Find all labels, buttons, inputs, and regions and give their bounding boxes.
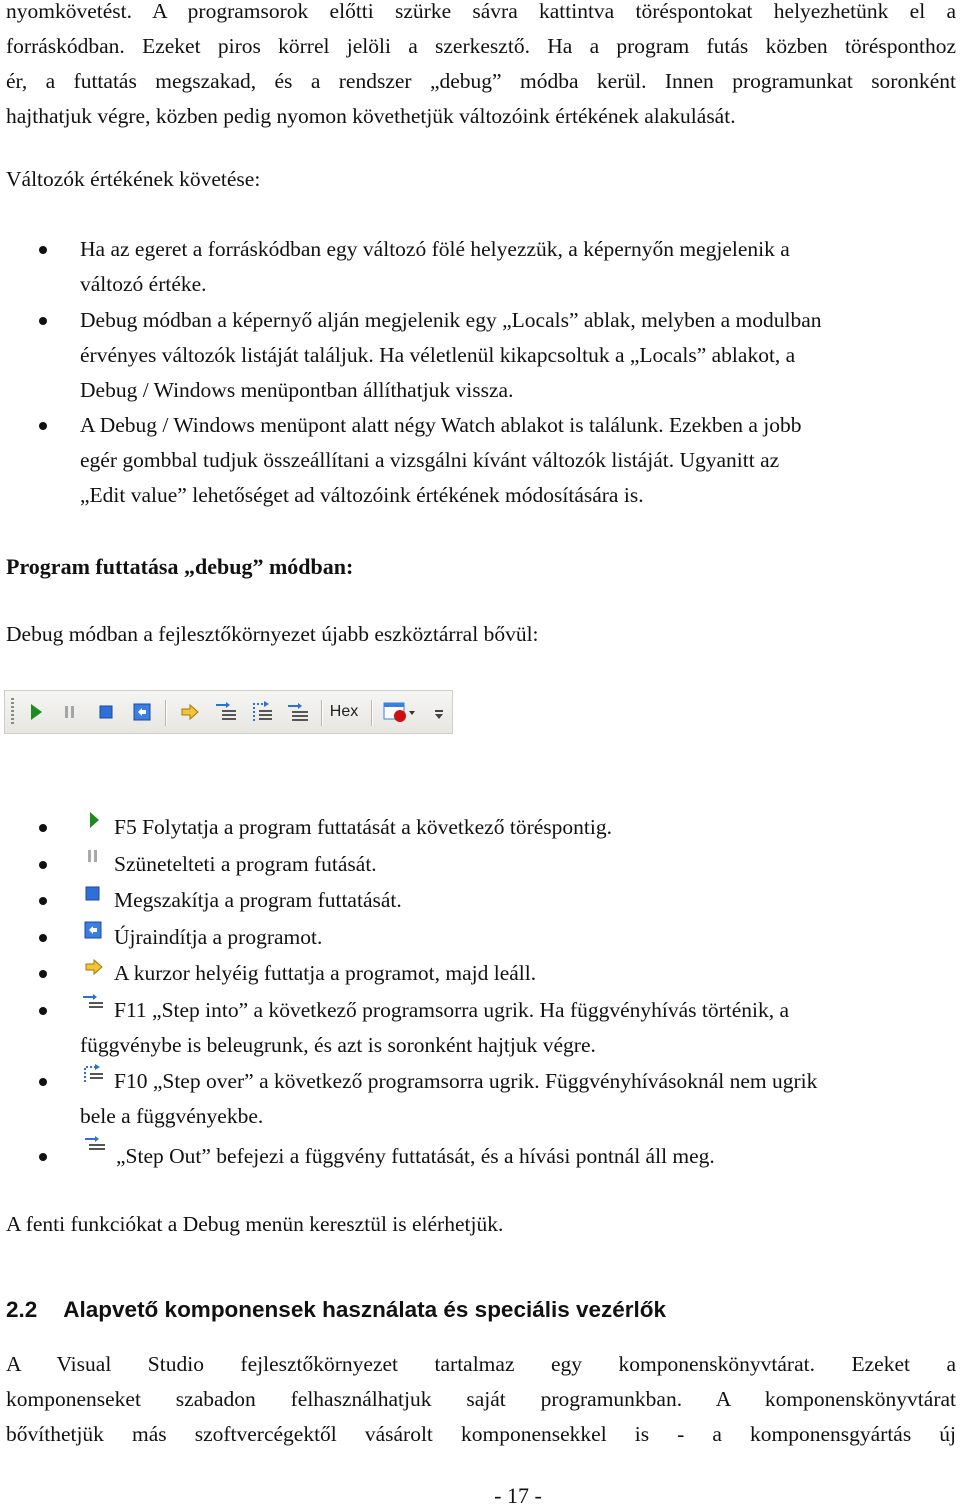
breakpoint-window-icon [382, 701, 416, 723]
bullet-dot [39, 422, 47, 430]
debug-heading: Program futtatása „debug” módban: [6, 554, 354, 579]
step-into-button[interactable] [213, 699, 239, 725]
restart-button[interactable] [129, 699, 155, 725]
debug-bullet [80, 993, 930, 1063]
section-line: A Visual Studio fejlesztőkörnyezet tartalmaz egy komponenskönyvtárat. Ezeket a [6, 1352, 956, 1376]
debug-bullet [114, 883, 402, 918]
stop-button[interactable] [93, 699, 119, 725]
section-paragraph [6, 1347, 956, 1452]
debug-toolbar [4, 690, 453, 734]
bullet-dot [39, 246, 47, 254]
bullet-line: változó értéke. [80, 272, 207, 296]
bullet-dot [39, 897, 47, 905]
bullet-line: egér gombbal tudjuk összeállítani a vizsgálni kívánt változók listáját. Ugyanitt az [80, 448, 780, 472]
restart-icon [84, 921, 104, 941]
step-over-icon [250, 701, 274, 723]
toolbar-grip[interactable] [11, 698, 14, 726]
run-to-cursor-icon [84, 957, 104, 977]
continue-button[interactable] [23, 699, 49, 725]
intro-line: hajthatjuk végre, közben pedig nyomon követhetjük változóink értékének alakulását. [6, 104, 736, 128]
step-out-icon [286, 701, 310, 723]
continue-icon [29, 703, 43, 721]
debug-bullet [114, 956, 536, 991]
intro-line: nyomkövetést. A programsorok előtti szürke sávra kattintva töréspontokat helyezhetünk el a [6, 0, 956, 23]
vars-bullet [80, 408, 940, 513]
section-heading [6, 1294, 666, 1326]
run-to-cursor-icon [180, 703, 200, 721]
bullet-line: Debug / Windows menüpontban állíthatjuk vissza. [80, 378, 514, 402]
bullet-dot [39, 1153, 47, 1161]
bullet-line: A Debug / Windows menüpont alatt négy Watch ablakot is találunk. Ezekben a jobb [80, 413, 802, 437]
debug-bullet [114, 920, 322, 955]
debug-menu-note: A fenti funkciókat a Debug menün keresztül is elérhetjük. [6, 1212, 504, 1236]
toolbar-options-button[interactable] [429, 699, 449, 725]
bullet-line: Megszakítja a program futtatását. [114, 888, 402, 912]
bullet-dot [39, 317, 47, 325]
hex-button[interactable] [327, 699, 361, 725]
bullet-dot [39, 970, 47, 978]
intro-paragraph [6, 0, 956, 134]
bullet-line: F11 „Step into” a következő programsorra ugrik. Ha függvényhívás történik, a [114, 998, 790, 1022]
bullet-line: A kurzor helyéig futtatja a programot, majd leáll. [114, 961, 537, 985]
bullet-dot [39, 1078, 47, 1086]
bullet-dot [39, 824, 47, 832]
toolbar-separator [165, 700, 166, 726]
debug-bullet [114, 810, 612, 845]
continue-icon [86, 810, 106, 830]
vars-bullet [80, 232, 940, 302]
section-number: 2.2 [6, 1297, 38, 1322]
vars-heading: Változók értékének követése: [6, 167, 261, 191]
toolbar-separator [321, 700, 322, 726]
restart-icon [133, 703, 151, 721]
intro-line: forráskódban. Ezeket piros körrel jelöli a szerkesztő. Ha a program futás közben törésponthoz [6, 34, 956, 58]
step-over-button[interactable] [249, 699, 275, 725]
step-into-icon [214, 701, 238, 723]
step-out-icon [82, 1134, 108, 1154]
pause-icon [63, 704, 77, 720]
debug-bullet [114, 847, 377, 882]
section-title: Alapvető komponensek használata és speciális vezérlők [63, 1297, 667, 1322]
intro-line: ér, a futtatás megszakad, és a rendszer „debug” módba kerül. Innen programunkat soronként [6, 69, 956, 93]
stop-icon [84, 885, 104, 905]
page-number: - 17 - [494, 1483, 542, 1508]
stop-icon [98, 704, 114, 720]
bullet-dot [39, 934, 47, 942]
bullet-line: „Step Out” befejezi a függvény futtatását, és a hívási pontnál áll meg. [116, 1144, 715, 1168]
debug-bullet [80, 1064, 950, 1134]
section-line: komponenseket szabadon felhasználhatjuk saját programunkban. A komponenskönyvtárat [6, 1387, 956, 1411]
hex-icon: Hex [329, 703, 359, 720]
vars-bullet [80, 303, 950, 408]
bullet-dot [39, 1007, 47, 1015]
bullet-dot [39, 861, 47, 869]
pause-icon [84, 848, 104, 868]
pause-button[interactable] [57, 699, 83, 725]
step-out-button[interactable] [285, 699, 311, 725]
toolbar-options-icon [433, 702, 445, 722]
debug-intro: Debug módban a fejlesztőkörnyezet újabb eszköztárral bővül: [6, 622, 539, 646]
bullet-line: F5 Folytatja a program futtatását a következő töréspontig. [114, 815, 612, 839]
debug-bullet [116, 1139, 715, 1174]
toolbar-separator [371, 700, 372, 726]
bullet-line: „Edit value” lehetőséget ad változóink értékének módosítására is. [80, 483, 644, 507]
bullet-line: bele a függvényekbe. [80, 1104, 264, 1128]
breakpoints-window-button[interactable] [379, 699, 419, 725]
bullet-line: F10 „Step over” a következő programsorra ugrik. Függvényhívásoknál nem ugrik [114, 1069, 818, 1093]
bullet-line: Debug módban a képernyő alján megjelenik egy „Locals” ablak, melyben a modulban [80, 308, 822, 332]
bullet-line: Ha az egeret a forráskódban egy változó fölé helyezzük, a képernyőn megjelenik a [80, 237, 790, 261]
bullet-line: Újraindítja a programot. [114, 925, 323, 949]
section-line: bővíthetjük más szoftvercégektől vásárolt komponensekkel is - a komponensgyártás új [6, 1422, 956, 1446]
bullet-line: Szünetelteti a program futását. [114, 852, 377, 876]
bullet-line: érvényes változók listáját találjuk. Ha véletlenül kikapcsoltuk a „Locals” ablakot, a [80, 343, 796, 367]
bullet-line: függvénybe is beleugrunk, és azt is soronként hajtjuk végre. [80, 1033, 596, 1057]
run-to-cursor-button[interactable] [177, 699, 203, 725]
